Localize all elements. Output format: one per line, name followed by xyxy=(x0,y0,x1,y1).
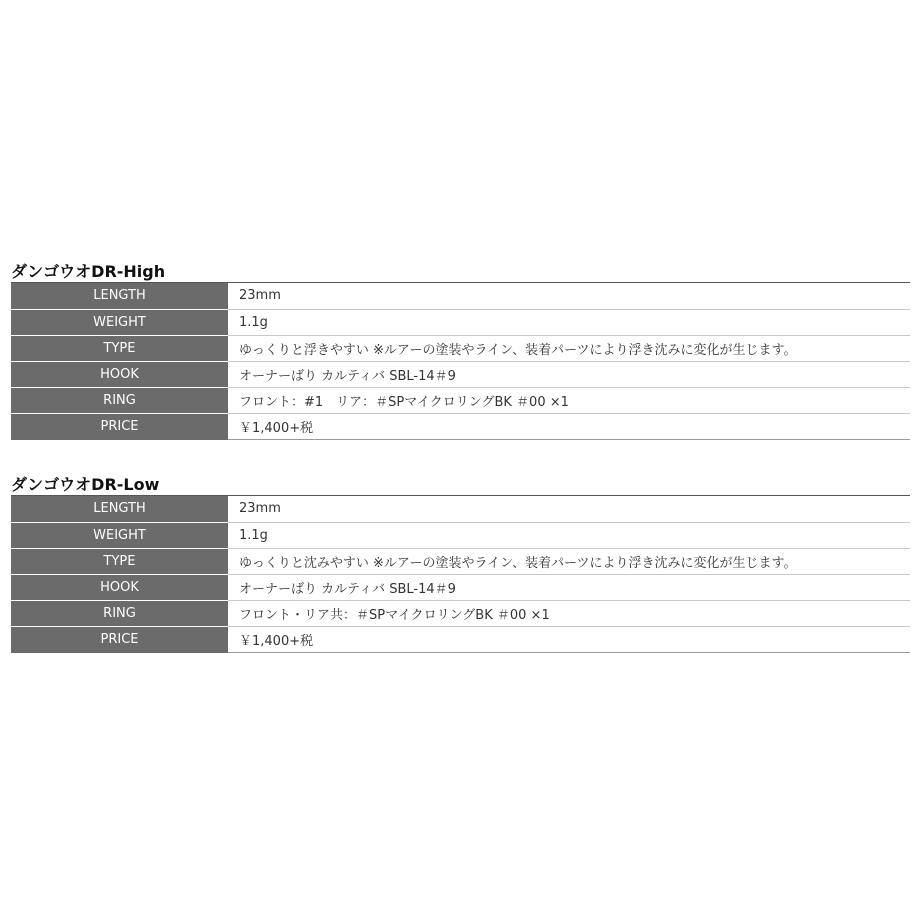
spec-table-low xyxy=(11,496,910,653)
spec-value: フロント・リア共：＃SPマイクロリングBK ＃00 ×1 xyxy=(228,600,910,626)
spec-label: RING xyxy=(11,387,228,413)
spec-value: 1.1g xyxy=(228,309,910,335)
spec-value: ゆっくりと浮きやすい ※ルアーの塗装やライン、装着パーツにより浮き沈みに変化が生じます。 xyxy=(228,335,910,361)
spec-value: ゆっくりと沈みやすい ※ルアーの塗装やライン、装着パーツにより浮き沈みに変化が生じます。 xyxy=(228,548,910,574)
spec-row-price xyxy=(11,413,910,439)
spec-value: フロント：#1 リア：＃SPマイクロリングBK ＃00 ×1 xyxy=(228,387,910,413)
spec-value: ￥1,400+税 xyxy=(228,626,910,652)
spec-label: WEIGHT xyxy=(11,522,228,548)
spec-label: LENGTH xyxy=(11,283,228,309)
spec-row-weight xyxy=(11,522,910,548)
spec-label: RING xyxy=(11,600,228,626)
spec-label: HOOK xyxy=(11,574,228,600)
spec-label: PRICE xyxy=(11,413,228,439)
spec-label: LENGTH xyxy=(11,496,228,522)
spec-value: 23mm xyxy=(228,283,910,309)
spec-table-high xyxy=(11,283,910,440)
spec-label: PRICE xyxy=(11,626,228,652)
spec-row-length xyxy=(11,496,910,522)
spec-value: オーナーばり カルティバ SBL-14＃9 xyxy=(228,574,910,600)
product-spec-section-low xyxy=(11,475,910,653)
spec-value: オーナーばり カルティバ SBL-14＃9 xyxy=(228,361,910,387)
spec-value: 1.1g xyxy=(228,522,910,548)
spec-value: 23mm xyxy=(228,496,910,522)
spec-row-price xyxy=(11,626,910,652)
spec-row-hook xyxy=(11,574,910,600)
spec-label: HOOK xyxy=(11,361,228,387)
spec-row-weight xyxy=(11,309,910,335)
product-spec-section-high xyxy=(11,262,910,440)
spec-row-type xyxy=(11,548,910,574)
product-title-high[interactable]: ダンゴウオDR-High xyxy=(11,262,910,283)
spec-row-ring xyxy=(11,600,910,626)
spec-row-length xyxy=(11,283,910,309)
product-title-low[interactable]: ダンゴウオDR-Low xyxy=(11,475,910,496)
spec-label: TYPE xyxy=(11,335,228,361)
spec-label: WEIGHT xyxy=(11,309,228,335)
spec-label: TYPE xyxy=(11,548,228,574)
spec-row-type xyxy=(11,335,910,361)
spec-row-ring xyxy=(11,387,910,413)
spec-value: ￥1,400+税 xyxy=(228,413,910,439)
spec-row-hook xyxy=(11,361,910,387)
